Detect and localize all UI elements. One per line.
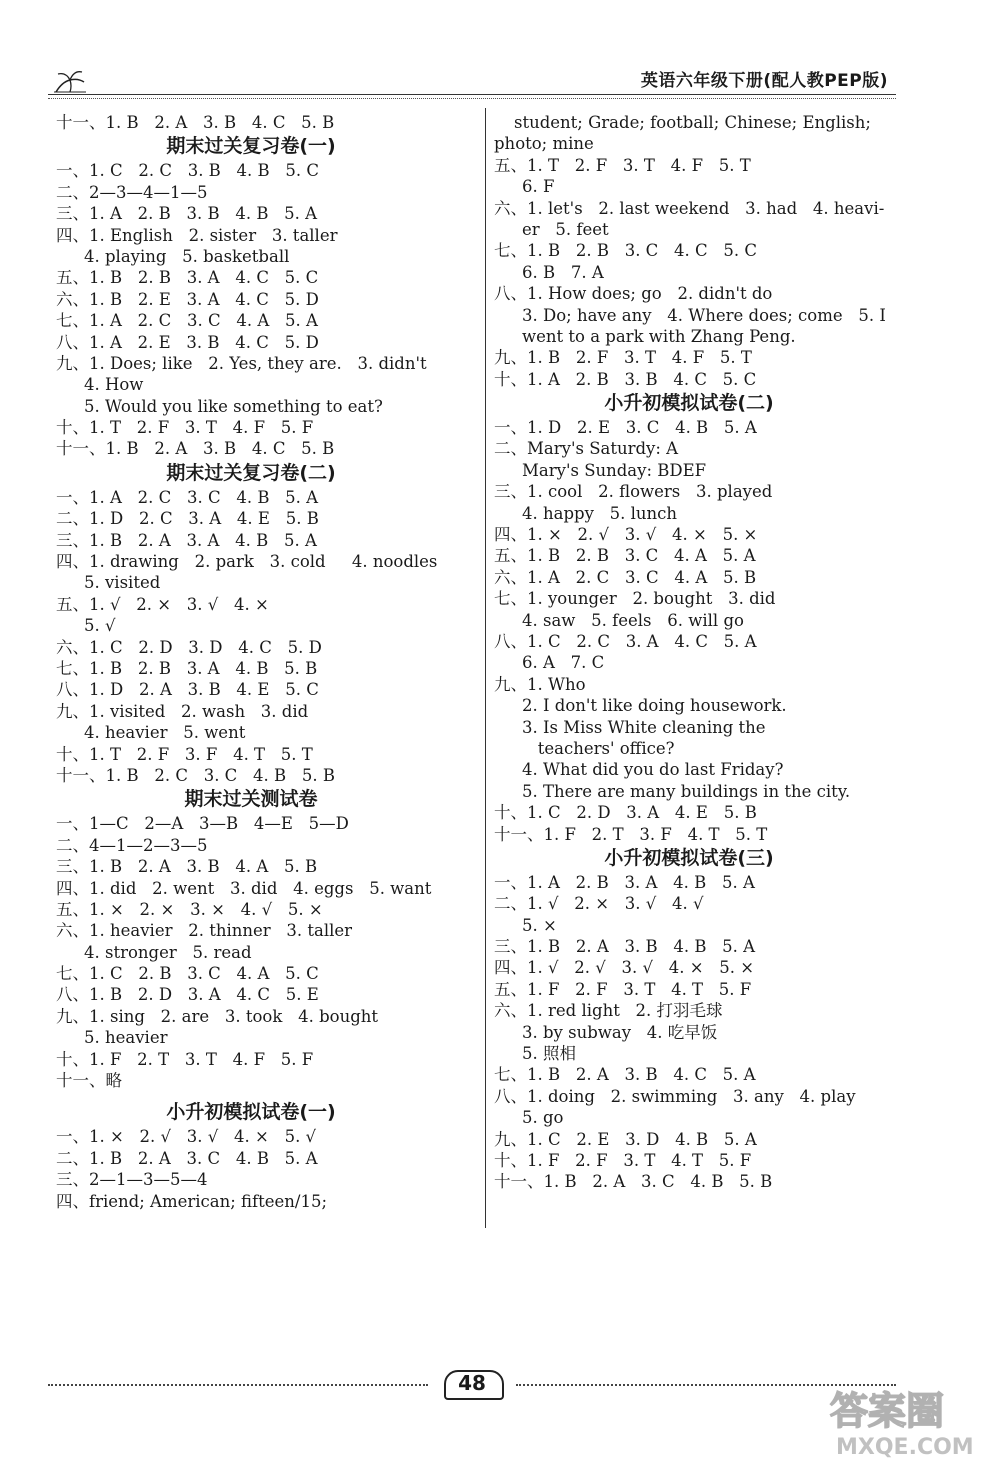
section-heading: 期末过关复习卷(二): [166, 461, 336, 484]
answer-line: 四、1. English 2. sister 3. taller: [56, 225, 338, 245]
page-number: 48: [458, 1371, 486, 1395]
answer-line: 四、1. √ 2. √ 3. √ 4. × 5. ×: [494, 958, 755, 978]
answer-line: 九、1. Does; like 2. Yes, they are. 3. didn't: [56, 353, 427, 373]
watermark-text-bottom: MXQE.COM: [836, 1435, 974, 1460]
answer-line: 十、1. T 2. F 3. F 4. T 5. T: [56, 744, 313, 764]
answer-line: 一、1. A 2. B 3. A 4. B 5. A: [494, 872, 755, 892]
watermark-text-top: 答案圈: [830, 1389, 945, 1433]
answer-line: 十、1. T 2. F 3. T 4. F 5. F: [56, 418, 314, 438]
answer-line: 八、1. C 2. C 3. A 4. C 5. A: [494, 631, 757, 651]
answer-line: teachers' office?: [522, 738, 675, 758]
answer-line: 十、1. F 2. F 3. T 4. T 5. F: [494, 1150, 752, 1170]
answer-line: 二、Mary's Saturdy: A: [494, 439, 679, 459]
page-footer: [48, 1368, 896, 1408]
footer-rule-left: [48, 1384, 428, 1386]
spacer: [56, 1091, 466, 1099]
answer-line: 3. by subway 4. 吃早饭: [522, 1022, 718, 1042]
answer-line: 4. stronger 5. read: [84, 942, 252, 962]
answer-line: 三、1. B 2. A 3. B 4. A 5. B: [56, 857, 318, 877]
answer-line: 六、1. B 2. E 3. A 4. C 5. D: [56, 289, 319, 309]
answer-line: 二、1. √ 2. × 3. √ 4. √: [494, 894, 704, 914]
answer-line: 六、1. heavier 2. thinner 3. taller: [56, 921, 353, 941]
answer-line: 五、1. B 2. B 3. C 4. A 5. A: [494, 546, 756, 566]
palm-tree-logo-icon: [52, 68, 88, 94]
answer-line: 二、4—1—2—3—5: [56, 835, 208, 855]
answer-line: 七、1. C 2. B 3. C 4. A 5. C: [56, 964, 319, 984]
answer-line: 4. playing 5. basketball: [84, 246, 290, 266]
answer-line: 四、1. × 2. √ 3. √ 4. × 5. ×: [494, 525, 758, 545]
answer-line: 七、1. B 2. B 3. A 4. B 5. B: [56, 658, 318, 678]
answer-line: 五、1. √ 2. × 3. √ 4. ×: [56, 594, 269, 614]
answer-line: 5. There are many buildings in the city.: [522, 781, 851, 801]
answer-line: 十一、1. B 2. C 3. C 4. B 5. B: [56, 765, 336, 785]
answer-line: er 5. feet: [522, 219, 609, 239]
answer-line: 4. happy 5. lunch: [522, 503, 678, 523]
section-heading: 期末过关测试卷: [184, 788, 318, 811]
answer-line: 八、1. A 2. E 3. B 4. C 5. D: [56, 332, 319, 352]
book-title: 英语六年级下册(配人教PEP版): [640, 71, 888, 91]
answer-line: 6. B 7. A: [522, 262, 604, 282]
answer-line: 5. heavier: [84, 1028, 168, 1048]
answer-line: 十一、1. F 2. T 3. F 4. T 5. T: [494, 824, 768, 844]
answer-line: 5. √: [84, 616, 116, 636]
answer-line: 4. What did you do last Friday?: [522, 760, 784, 780]
answer-line: 五、1. T 2. F 3. T 4. F 5. T: [494, 155, 751, 175]
answer-line: 一、1. C 2. C 3. B 4. B 5. C: [56, 161, 320, 181]
answer-line: 六、1. red light 2. 打羽毛球: [494, 1001, 723, 1021]
answer-line: 三、2—1—3—5—4: [56, 1170, 208, 1190]
answer-line: 九、1. B 2. F 3. T 4. F 5. T: [494, 348, 752, 368]
answer-line: 二、1. D 2. C 3. A 4. E 5. B: [56, 509, 319, 529]
answer-line: 5. 照相: [522, 1044, 576, 1064]
header-rule: [48, 94, 896, 99]
answer-line: 六、1. C 2. D 3. D 4. C 5. D: [56, 637, 322, 657]
answer-line: 3. Is Miss White cleaning the: [522, 717, 766, 737]
answer-line: 四、1. did 2. went 3. did 4. eggs 5. want: [56, 878, 432, 898]
answer-line: 三、1. B 2. A 3. A 4. B 5. A: [56, 530, 317, 550]
answer-line: 二、1. B 2. A 3. C 4. B 5. A: [56, 1148, 318, 1168]
answer-column-left: [56, 112, 466, 1212]
answer-line: 一、1. D 2. E 3. C 4. B 5. A: [494, 418, 757, 438]
answer-line: student; Grade; football; Chinese; English;: [514, 113, 871, 132]
answer-column-right: [494, 112, 904, 1193]
section-heading: 小升初模拟试卷(二): [604, 392, 774, 415]
answer-line: 4. saw 5. feels 6. will go: [522, 610, 744, 630]
watermark-logo: [822, 1380, 997, 1460]
answer-line: Mary's Sunday: BDEF: [522, 460, 707, 480]
answer-line: 七、1. A 2. C 3. C 4. A 5. A: [56, 311, 318, 331]
answer-line: 5. go: [522, 1108, 564, 1128]
answer-line: 五、1. B 2. B 3. A 4. C 5. C: [56, 268, 319, 288]
answer-line: 十一、略: [56, 1071, 122, 1091]
answer-line: 四、friend; American; fifteen/15;: [56, 1191, 328, 1211]
answer-line: 一、1—C 2—A 3—B 4—E 5—D: [56, 814, 349, 834]
answer-line: 五、1. × 2. × 3. × 4. √ 5. ×: [56, 899, 323, 919]
answer-line: 七、1. B 2. B 3. C 4. C 5. C: [494, 241, 758, 261]
answer-line: 八、1. D 2. A 3. B 4. E 5. C: [56, 680, 319, 700]
answer-line: 5. Would you like something to eat?: [84, 396, 383, 416]
answer-line: 二、2—3—4—1—5: [56, 182, 208, 202]
answer-line: 2. I don't like doing housework.: [522, 696, 787, 716]
answer-line: 一、1. × 2. √ 3. √ 4. × 5. √: [56, 1127, 317, 1147]
answer-line: 六、1. let's 2. last weekend 3. had 4. heavi-: [494, 198, 885, 218]
answer-line: 九、1. Who: [494, 674, 586, 694]
answer-line: 5. visited: [84, 573, 161, 593]
answer-line: 3. Do; have any 4. Where does; come 5. I: [522, 305, 886, 325]
answer-line: 十一、1. B 2. A 3. B 4. C 5. B: [56, 113, 335, 132]
answer-line: 6. F: [522, 177, 555, 197]
answer-line: 八、1. doing 2. swimming 3. any 4. play: [494, 1086, 856, 1106]
section-heading: 期末过关复习卷(一): [166, 135, 336, 158]
answer-line: photo; mine: [494, 134, 594, 154]
answer-line: 七、1. B 2. A 3. B 4. C 5. A: [494, 1065, 756, 1085]
answer-line: 十、1. A 2. B 3. B 4. C 5. C: [494, 369, 757, 389]
section-heading: 小升初模拟试卷(一): [166, 1101, 336, 1124]
answer-line: 九、1. sing 2. are 3. took 4. bought: [56, 1006, 379, 1026]
answer-line: 十一、1. B 2. A 3. B 4. C 5. B: [56, 439, 335, 459]
answer-line: 四、1. drawing 2. park 3. cold 4. noodles: [56, 552, 438, 572]
answer-line: 五、1. F 2. F 3. T 4. T 5. F: [494, 979, 752, 999]
answer-line: went to a park with Zhang Peng.: [522, 326, 796, 346]
answer-line: 三、1. cool 2. flowers 3. played: [494, 482, 773, 502]
answer-line: 三、1. B 2. A 3. B 4. B 5. A: [494, 937, 756, 957]
answer-line: 6. A 7. C: [522, 653, 605, 673]
answer-line: 八、1. How does; go 2. didn't do: [494, 284, 773, 304]
answer-line: 一、1. A 2. C 3. C 4. B 5. A: [56, 487, 319, 507]
answer-line: 十、1. F 2. T 3. T 4. F 5. F: [56, 1049, 314, 1069]
answer-line: 七、1. younger 2. bought 3. did: [494, 589, 776, 609]
column-divider: [485, 108, 486, 1228]
answer-line: 十、1. C 2. D 3. A 4. E 5. B: [494, 803, 757, 823]
answer-line: 九、1. visited 2. wash 3. did: [56, 701, 309, 721]
answer-line: 八、1. B 2. D 3. A 4. C 5. E: [56, 985, 319, 1005]
answer-line: 三、1. A 2. B 3. B 4. B 5. A: [56, 204, 318, 224]
answer-line: 4. How: [84, 375, 144, 395]
page-header: [48, 58, 896, 98]
answer-line: 5. ×: [522, 915, 557, 935]
answer-line: 4. heavier 5. went: [84, 723, 246, 743]
section-heading: 小升初模拟试卷(三): [604, 846, 774, 869]
answer-line: 十一、1. B 2. A 3. C 4. B 5. B: [494, 1172, 773, 1192]
answer-line: 九、1. C 2. E 3. D 4. B 5. A: [494, 1129, 757, 1149]
answer-line: 六、1. A 2. C 3. C 4. A 5. B: [494, 567, 757, 587]
